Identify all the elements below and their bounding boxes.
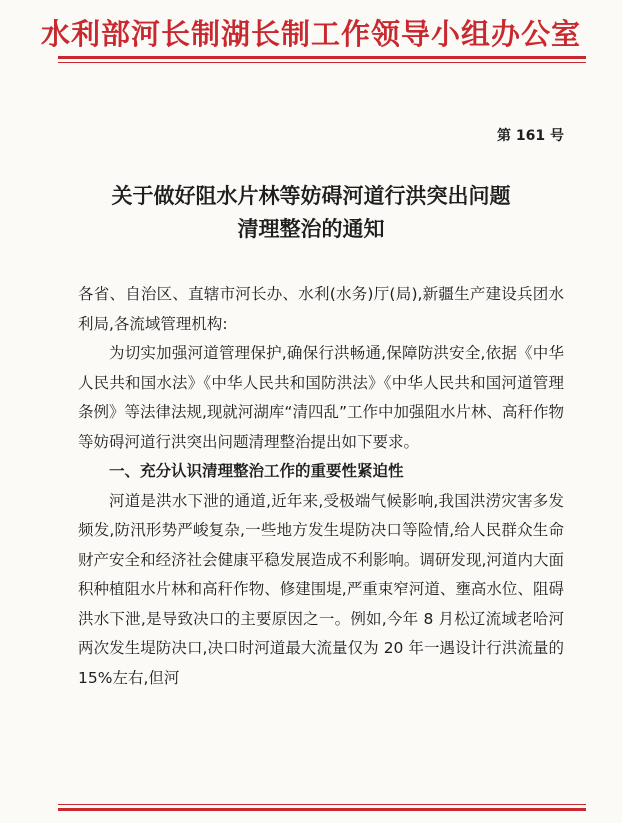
section-1-heading: 一、充分认识清理整治工作的重要性紧迫性 <box>109 462 404 480</box>
document-body <box>78 280 564 693</box>
document-number: 第 161 号 <box>497 128 564 144</box>
issuing-office-title: 水利部河长制湖长制工作领导小组办公室 <box>40 17 581 51</box>
document-title-line-2: 清理整治的通知 <box>237 217 385 241</box>
footer-red-rule-thick <box>58 808 586 811</box>
document-title-line-1: 关于做好阻水片林等妨碍河道行洪突出问题 <box>111 184 511 208</box>
footer-red-rule-thin <box>58 804 586 805</box>
header-red-rule-thick <box>58 56 586 59</box>
header-red-rule-thin <box>58 62 586 63</box>
section-1-paragraph: 河道是洪水下泄的通道,近年来,受极端气候影响,我国洪涝灾害多发频发,防汛形势严峻复杂,一些地方发生堤防决口等险情,给人民群众生命财产安全和经济社会健康平稳发展造成不利影响。调研发现,河道内大面积种植阻水片林和高秆作物、修建围堤,严重束窄河道、壅高水位、阻碍洪水下泄,是导致决口的主要原因之一。例如,今年 8 月松辽流域老哈河两次发生堤防决口,决口时河道最大流量仅为 20 年一遇设计行洪流量的 15%左右,但河 <box>78 491 564 687</box>
intro-paragraph: 为切实加强河道管理保护,确保行洪畅通,保障防洪安全,依据《中华人民共和国水法》《中华人民共和国防洪法》《中华人民共和国河道管理条例》等法律法规,现就河湖库“清四乱”工作中加强阻水片林、高秆作物等妨碍河道行洪突出问题清理整治提出如下要求。 <box>78 344 564 451</box>
addressee-paragraph: 各省、自治区、直辖市河长办、水利(水务)厅(局),新疆生产建设兵团水利局,各流域管理机构: <box>78 285 564 333</box>
